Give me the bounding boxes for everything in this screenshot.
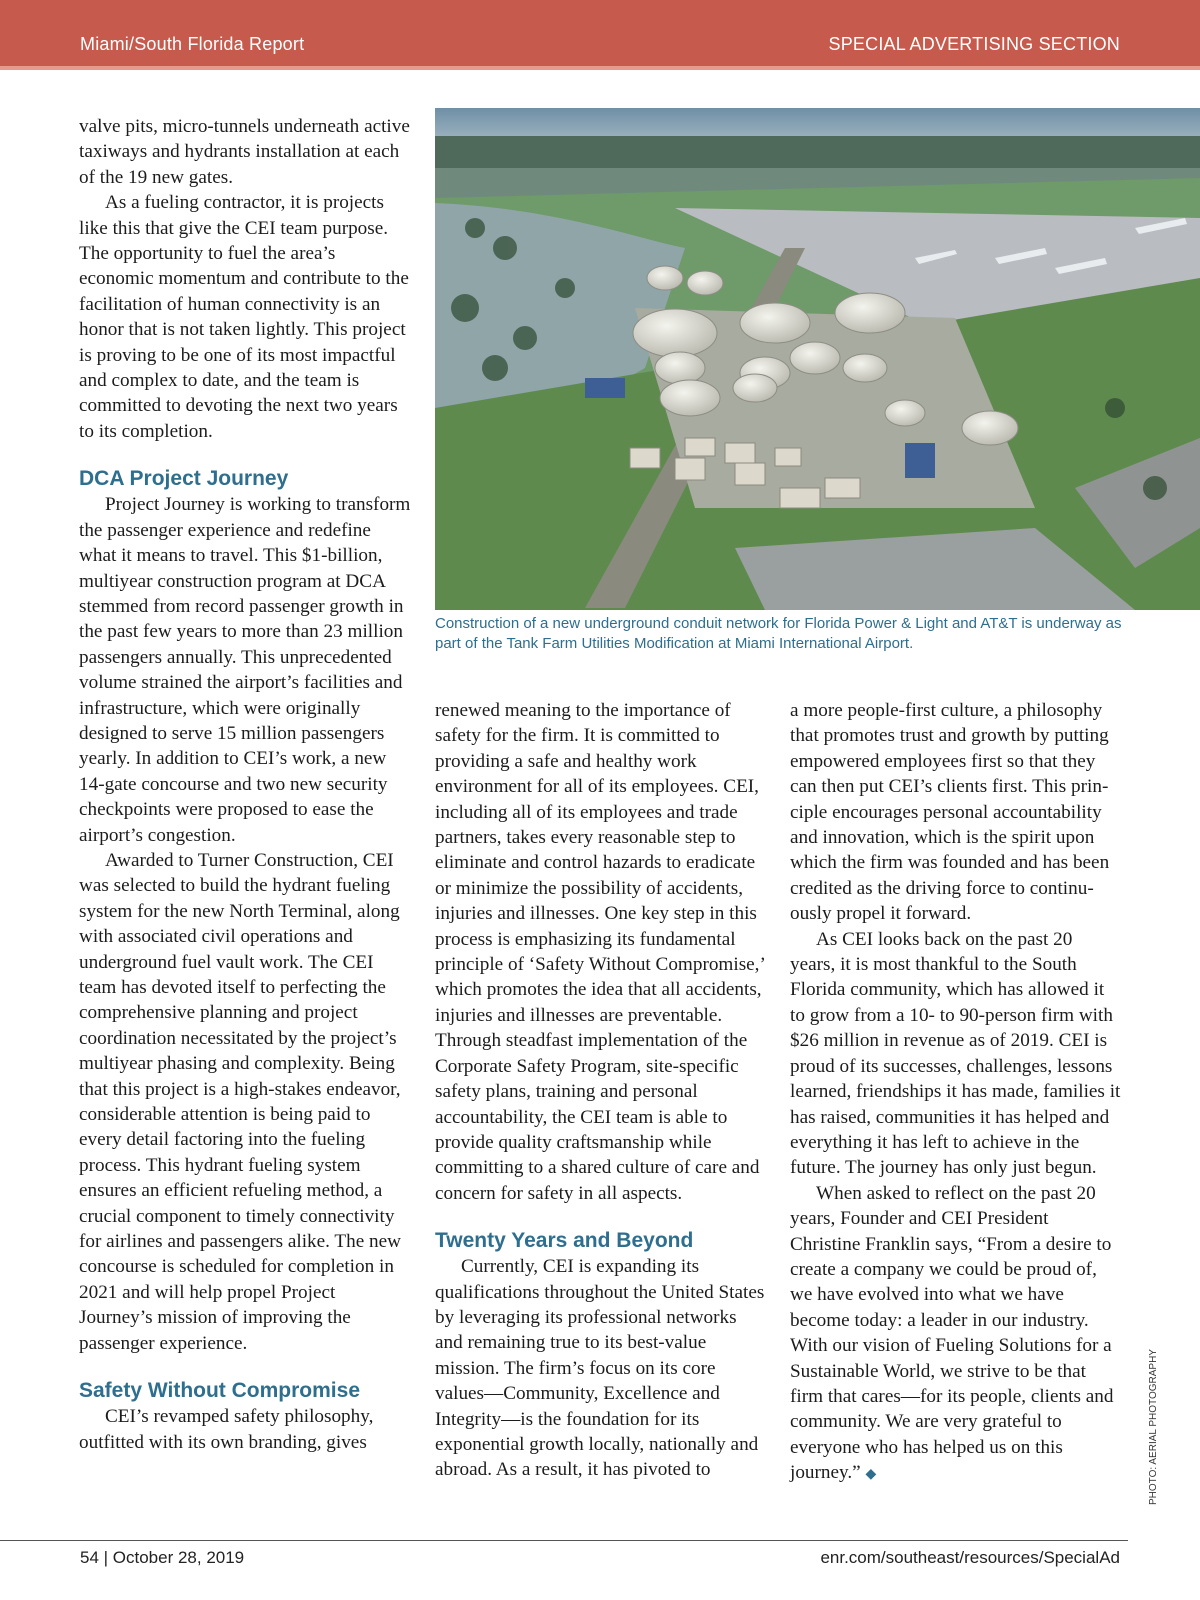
- quote-text: When asked to reflect on the past 20 years, Founder and CEI President Christine Franklin says, “From a desire to create a company we could be proud of, we have evolved into what we have become today: a leader in our industry. With our vision of Fueling Solutions for a Sustainable World, we strive to be that firm that cares—for its people, clients and community. We are very grateful to everyone who has helped us on this journey.”: [790, 1182, 1114, 1484]
- paragraph: [790, 1181, 1122, 1488]
- paragraph: valve pits, micro-tunnels underneath active taxiways and hydrants installation at each of the 19 new gates.: [79, 116, 410, 188]
- column-3: [790, 698, 1122, 1488]
- aerial-photo: [435, 108, 1200, 610]
- paragraph: a more people-first culture, a philosophy that promotes trust and growth by putting empowered employees first so that they can then put CEI’s clients first. This principle encourages personal accountability and innovation, which is the spirit upon which the firm was founded and has been credited as the driving force to continuously propel it forward.: [790, 700, 1110, 925]
- header-bar: [0, 0, 1200, 70]
- section-title: Miami/South Florida Report: [80, 34, 305, 54]
- paragraph: renewed meaning to the importance of safety for the firm. It is committed to providing a safe and healthy work environment for all of its employees. CEI, including all of its employees and trade partners, takes every reasonable step to eliminate and control hazards to eradicate or minimize the possibility of accidents, injuries and illnesses. One key step in this process is emphasizing its fundamental principle of ‘Safety Without Compromise,’ which promotes the idea that all accidents, injuries and illnesses are preventable. Through steadfast implementation of the Corporate Safety Program, site-specific safety plans, training and personal accountability, the CEI team is able to provide quality craftsmanship while committing to a shared culture of care and concern for safety in all aspects.: [435, 700, 765, 1204]
- end-mark-icon: ◆: [865, 1467, 877, 1483]
- column-2: [435, 698, 765, 1483]
- paragraph: Project Journey is working to transform the passenger experience and redefine what it means to travel. This $1-billion, multiyear construction program at DCA stemmed from record passenger growth in the past few years to more than 23 million passengers annually. This unprecedented volume strained the airport’s facilities and infrastructure, which were originally designed to serve 15 million passengers yearly. In addition to CEI’s work, a new 14-gate concourse and two new security checkpoints were proposed to ease the airport’s congestion.: [79, 494, 411, 846]
- paragraph: As a fueling contractor, it is projects like this that give the CEI team purpose. The opportunity to fuel the area’s economic momentum and contribute to the facilitation of human connectivity is an honor that is not taken lightly. This project is proving to be one of its most impactful and complex to date, and the team is committed to devoting the next two years to its completion.: [79, 192, 409, 442]
- heading-dca-project-journey: DCA Project Journey: [79, 467, 289, 491]
- section-label: SPECIAL ADVERTISING SECTION: [828, 34, 1120, 54]
- heading-twenty-years-and-beyond: Twenty Years and Beyond: [435, 1229, 694, 1253]
- footer-url: enr.com/southeast/resources/SpecialAd: [820, 1548, 1120, 1567]
- paragraph: As CEI looks back on the past 20 years, it is most thankful to the South Florida community, which has allowed it to grow from a 10- to 90-person firm with $26 million in revenue as of 2019. CEI is proud of its successes, challenges, lessons learned, friendships it has made, families it has raised, communities it has helped and everything it has left to achieve in the future. The journey has only just begun.: [790, 928, 1121, 1179]
- paragraph: Currently, CEI is expanding its qualifications throughout the United States by leveraging its professional networks and remaining true to its best-value mission. The firm’s focus on its core values—Community, Excellence and Integrity—is the foundation for its exponential growth locally, nationally and abroad. As a result, it has pivoted to: [435, 1256, 765, 1481]
- paragraph: Awarded to Turner Construction, CEI was selected to build the hydrant fueling system for the new North Terminal, along with associated civil operations and underground fuel vault work. The CEI team has devoted itself to perfecting the comprehensive planning and project coordination necessitated by the project’s multiyear phasing and complexity. Being that this project is a high-stakes endeavor, considerable attention is being paid to every detail factoring into the fueling process. This hydrant fueling system ensures an efficient refueling method, a crucial component to timely connectivity for airlines and passengers alike. The new concourse is scheduled for completion in 2021 and will help propel Project Journey’s mission of improving the passenger experience.: [79, 849, 401, 1354]
- column-1: [79, 114, 412, 1455]
- paragraph: CEI’s revamped safety philosophy, outfitted with its own branding, gives: [79, 1406, 374, 1453]
- heading-safety-without-compromise: Safety Without Compromise: [79, 1379, 360, 1403]
- footer-divider: [0, 1540, 1128, 1541]
- page-number-date: 54 | October 28, 2019: [80, 1548, 245, 1567]
- photo-caption: Construction of a new underground conduit network for Florida Power & Light and AT&T is underway as part of the Tank Farm Utilities Modification at Miami International Airport.: [435, 615, 1122, 652]
- photo-credit: PHOTO: AERIAL PHOTOGRAPHY: [1148, 1349, 1159, 1505]
